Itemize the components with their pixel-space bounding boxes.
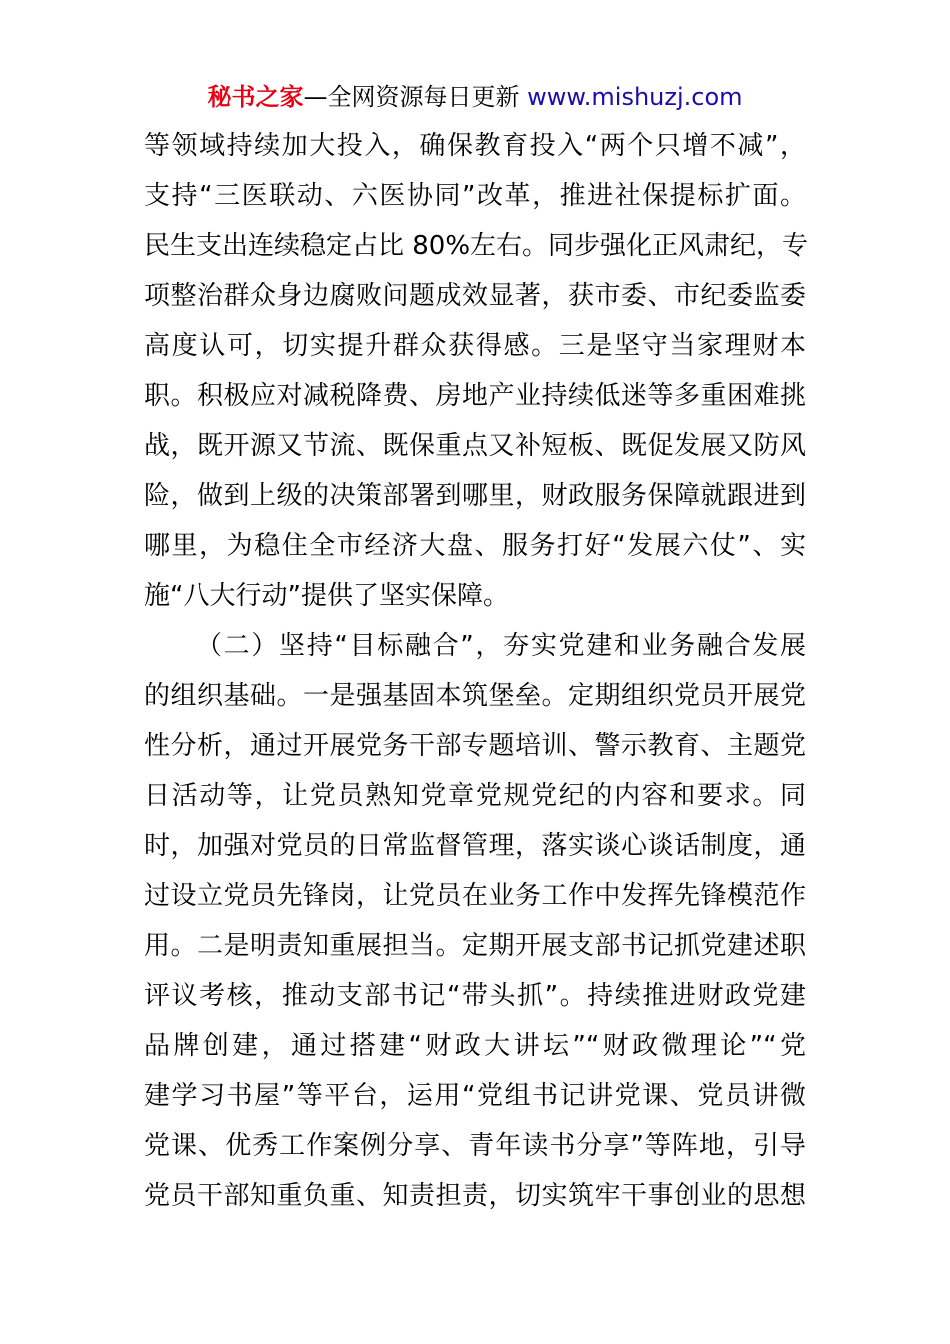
text-line: 性分析，通过开展党务干部专题培训、警示教育、主题党 — [144, 731, 806, 761]
text-line: 评议考核，推动支部书记“带头抓”。持续推进财政党建 — [144, 981, 806, 1011]
site-tagline: —全网资源每日更新 — [303, 83, 528, 111]
text-line: 品牌创建，通过搭建“财政大讲坛”“财政微理论”“党 — [144, 1031, 806, 1061]
text-line: 高度认可，切实提升群众获得感。三是坚守当家理财本 — [144, 331, 806, 361]
text-line: 项整治群众身边腐败问题成效显著，获市委、市纪委监委 — [144, 281, 806, 311]
paragraph-heading-line: （二）坚持“目标融合”，夯实党建和业务融合发展 — [196, 631, 806, 661]
text-line: 的组织基础。一是强基固本筑堡垒。定期组织党员开展党 — [144, 681, 806, 711]
paragraph-end-line: 施“八大行动”提供了坚实保障。 — [144, 581, 509, 611]
text-line: 险，做到上级的决策部署到哪里，财政服务保障就跟进到 — [144, 481, 806, 511]
text-line: 哪里，为稳住全市经济大盘、服务打好“发展六仗”、实 — [144, 531, 806, 561]
text-line: 民生支出连续稳定占比 80%左右。同步强化正风肃纪，专 — [144, 231, 809, 261]
site-url-link[interactable]: www.mishuzj.com — [527, 83, 743, 111]
text-line: 用。二是明责知重展担当。定期开展支部书记抓党建述职 — [144, 931, 806, 961]
page-header — [0, 80, 950, 114]
text-line: 职。积极应对减税降费、房地产业持续低迷等多重困难挑 — [144, 381, 806, 411]
text-line: 战，既开源又节流、既保重点又补短板、既促发展又防风 — [144, 431, 806, 461]
text-line: 党课、优秀工作案例分享、青年读书分享”等阵地，引导 — [144, 1131, 806, 1161]
site-brand: 秘书之家 — [207, 83, 304, 111]
text-line: 等领域持续加大投入，确保教育投入“两个只增不减”， — [144, 131, 806, 161]
text-line: 支持“三医联动、六医协同”改革，推进社保提标扩面。 — [144, 181, 806, 211]
text-line: 过设立党员先锋岗，让党员在业务工作中发挥先锋模范作 — [144, 881, 806, 911]
text-line: 建学习书屋”等平台，运用“党组书记讲党课、党员讲微 — [144, 1081, 806, 1111]
text-line: 党员干部知重负重、知责担责，切实筑牢干事创业的思想 — [144, 1181, 806, 1211]
text-line: 日活动等，让党员熟知党章党规党纪的内容和要求。同 — [144, 781, 806, 811]
text-line: 时，加强对党员的日常监督管理，落实谈心谈话制度，通 — [144, 831, 806, 861]
document-body — [144, 121, 809, 1221]
